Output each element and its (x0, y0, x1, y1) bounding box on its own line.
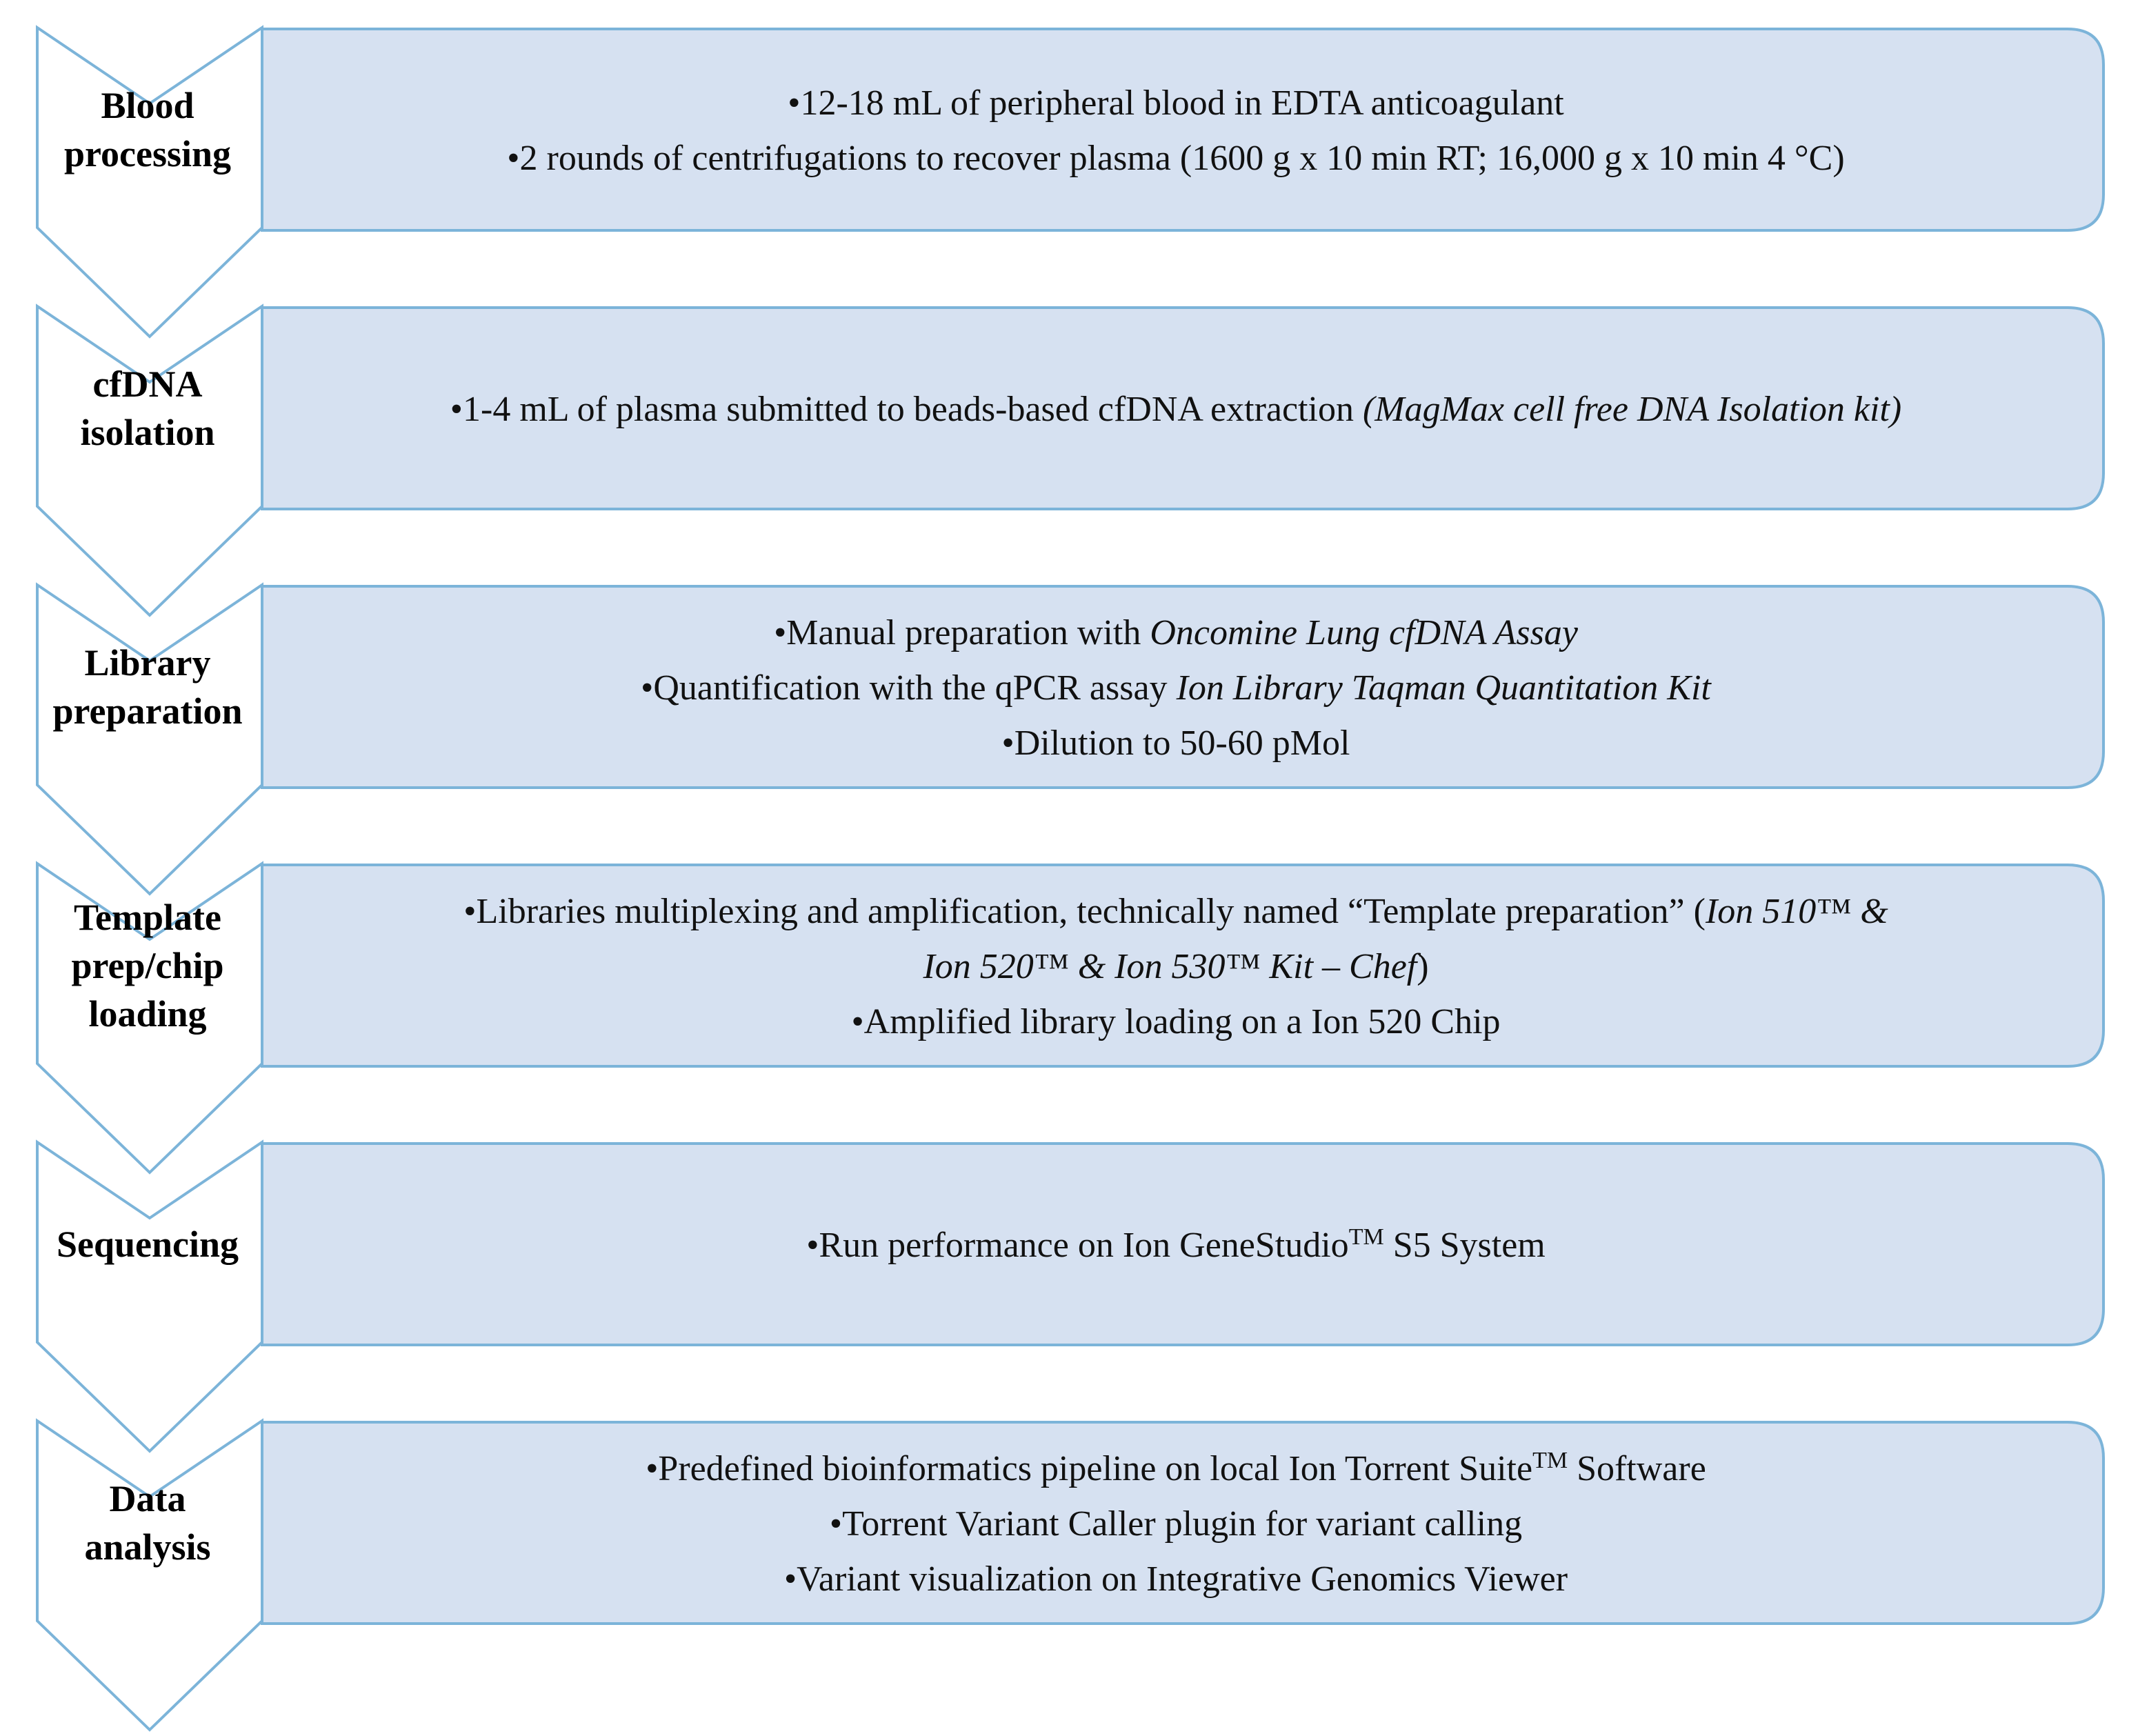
step-label-line: processing (63, 133, 232, 174)
step-label-line: cfDNA (92, 363, 203, 405)
bullet-text: •Dilution to 50-60 pMol (1001, 724, 1350, 763)
bullet-text: •Quantification with the qPCR assay Ion Library Taqman Quantitation Kit (641, 668, 1711, 708)
workflow-step (37, 1421, 2103, 1730)
workflow-step (37, 585, 2103, 894)
bullet-text: •Manual preparation with Oncomine Lung cfDNA Assay (774, 613, 1578, 652)
step-label-line: analysis (84, 1526, 211, 1568)
step-label-line: Data (109, 1478, 186, 1519)
workflow-step (37, 1142, 2103, 1451)
step-label-line: Sequencing (56, 1224, 239, 1265)
workflow-step (37, 864, 2103, 1173)
bullet-text: •Predefined bioinformatics pipeline on local Ion Torrent Suite™ Software (646, 1447, 1706, 1488)
bullet-text: •Libraries multiplexing and amplification, technically named “Template preparation” (Ion 510™ & (463, 892, 1888, 931)
bullet-text: •1-4 mL of plasma submitted to beads-based cfDNA extraction (MagMax cell free DNA Isolation kit) (450, 390, 1902, 429)
step-label-line: Library (84, 642, 211, 684)
step-chevron (37, 1421, 262, 1730)
bullet-text: •12-18 mL of peripheral blood in EDTA anticoagulant (788, 83, 1564, 123)
bullet-text: Ion 520™ & Ion 530™ Kit – Chef) (923, 947, 1429, 986)
bullet-text: •Variant visualization on Integrative Genomics Viewer (783, 1559, 1568, 1599)
step-chevron (37, 585, 262, 894)
workflow-step (37, 28, 2103, 337)
step-label-line: Blood (101, 85, 194, 126)
step-label-line: isolation (80, 412, 215, 453)
step-chevron (37, 28, 262, 337)
bullet-text: •Run performance on Ion GeneStudio™ S5 System (806, 1224, 1546, 1265)
bullet-text: •Amplified library loading on a Ion 520 Chip (851, 1002, 1501, 1041)
step-chevron (37, 306, 262, 615)
step-label-line: loading (88, 993, 207, 1035)
step-label-line: preparation (52, 690, 243, 732)
bullet-text: •2 rounds of centrifugations to recover plasma (1600 g x 10 min RT; 16,000 g x 10 min 4 °C) (507, 139, 1845, 178)
bullet-text: •Torrent Variant Caller plugin for variant calling (829, 1504, 1523, 1544)
step-label-line: Template (74, 897, 221, 938)
workflow-step (37, 306, 2103, 615)
step-content-box (262, 29, 2103, 230)
step-chevron (37, 1142, 262, 1451)
step-label-line: prep/chip (71, 945, 224, 986)
